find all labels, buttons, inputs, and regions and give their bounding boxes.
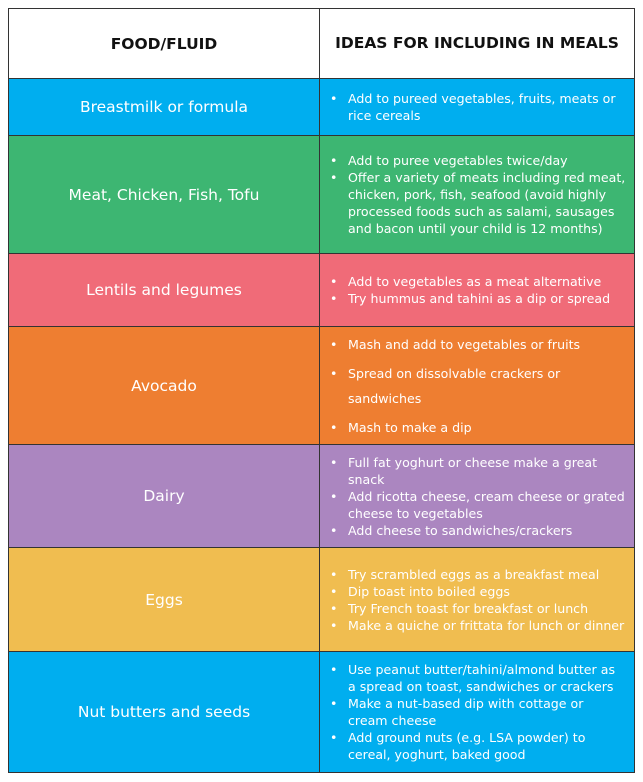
idea-item: • Full fat yoghurt or cheese make a great snack [328,454,626,488]
idea-item: • Try scrambled eggs as a breakfast meal [328,566,626,583]
food-cell: Lentils and legumes [9,254,320,326]
food-cell: Nut butters and seeds [9,652,320,772]
idea-item: • Add ricotta cheese, cream cheese or grated cheese to vegetables [328,488,626,522]
food-ideas-table [8,8,635,773]
ideas-cell [320,652,634,772]
idea-item: • Mash and add to vegetables or fruits [328,336,626,353]
idea-item: • Try hummus and tahini as a dip or spread [328,290,626,307]
header-ideas: IDEAS FOR INCLUDING IN MEALS [335,34,619,52]
food-cell: Dairy [9,445,320,547]
ideas-cell [320,445,634,547]
idea-item: • Make a quiche or frittata for lunch or dinner [328,617,626,634]
idea-item: • Add cheese to sandwiches/crackers [328,522,626,539]
food-cell: Breastmilk or formula [9,79,320,135]
idea-item: • Spread on dissolvable crackers or sandwiches [328,361,626,411]
ideas-cell [320,327,634,444]
table-header-row [9,9,634,79]
idea-item: • Add to pureed vegetables, fruits, meats or rice cereals [328,90,626,124]
table-row [9,652,634,772]
food-cell: Eggs [9,548,320,651]
idea-item: • Add ground nuts (e.g. LSA powder) to cereal, yoghurt, baked good [328,729,626,763]
table-row [9,445,634,548]
idea-item: • Add to puree vegetables twice/day [328,152,626,169]
food-cell: Avocado [9,327,320,444]
ideas-cell [320,79,634,135]
idea-item: • Use peanut butter/tahini/almond butter as a spread on toast, sandwiches or crackers [328,661,626,695]
idea-item: • Try French toast for breakfast or lunch [328,600,626,617]
table-row [9,136,634,254]
idea-item: • Mash to make a dip [328,419,626,436]
ideas-cell [320,136,634,253]
table-row [9,548,634,652]
ideas-cell [320,254,634,326]
table-row [9,327,634,445]
idea-item: • Make a nut-based dip with cottage or cream cheese [328,695,626,729]
header-food-fluid: FOOD/FLUID [9,9,320,78]
table-row [9,79,634,136]
idea-item: • Add to vegetables as a meat alternative [328,273,626,290]
idea-item: • Offer a variety of meats including red meat, chicken, pork, fish, seafood (avoid highly processed foods such as salami, sausages and bacon until your child is 12 months) [328,169,626,237]
ideas-cell [320,548,634,651]
idea-item: • Dip toast into boiled eggs [328,583,626,600]
food-cell: Meat, Chicken, Fish, Tofu [9,136,320,253]
table-row [9,254,634,327]
